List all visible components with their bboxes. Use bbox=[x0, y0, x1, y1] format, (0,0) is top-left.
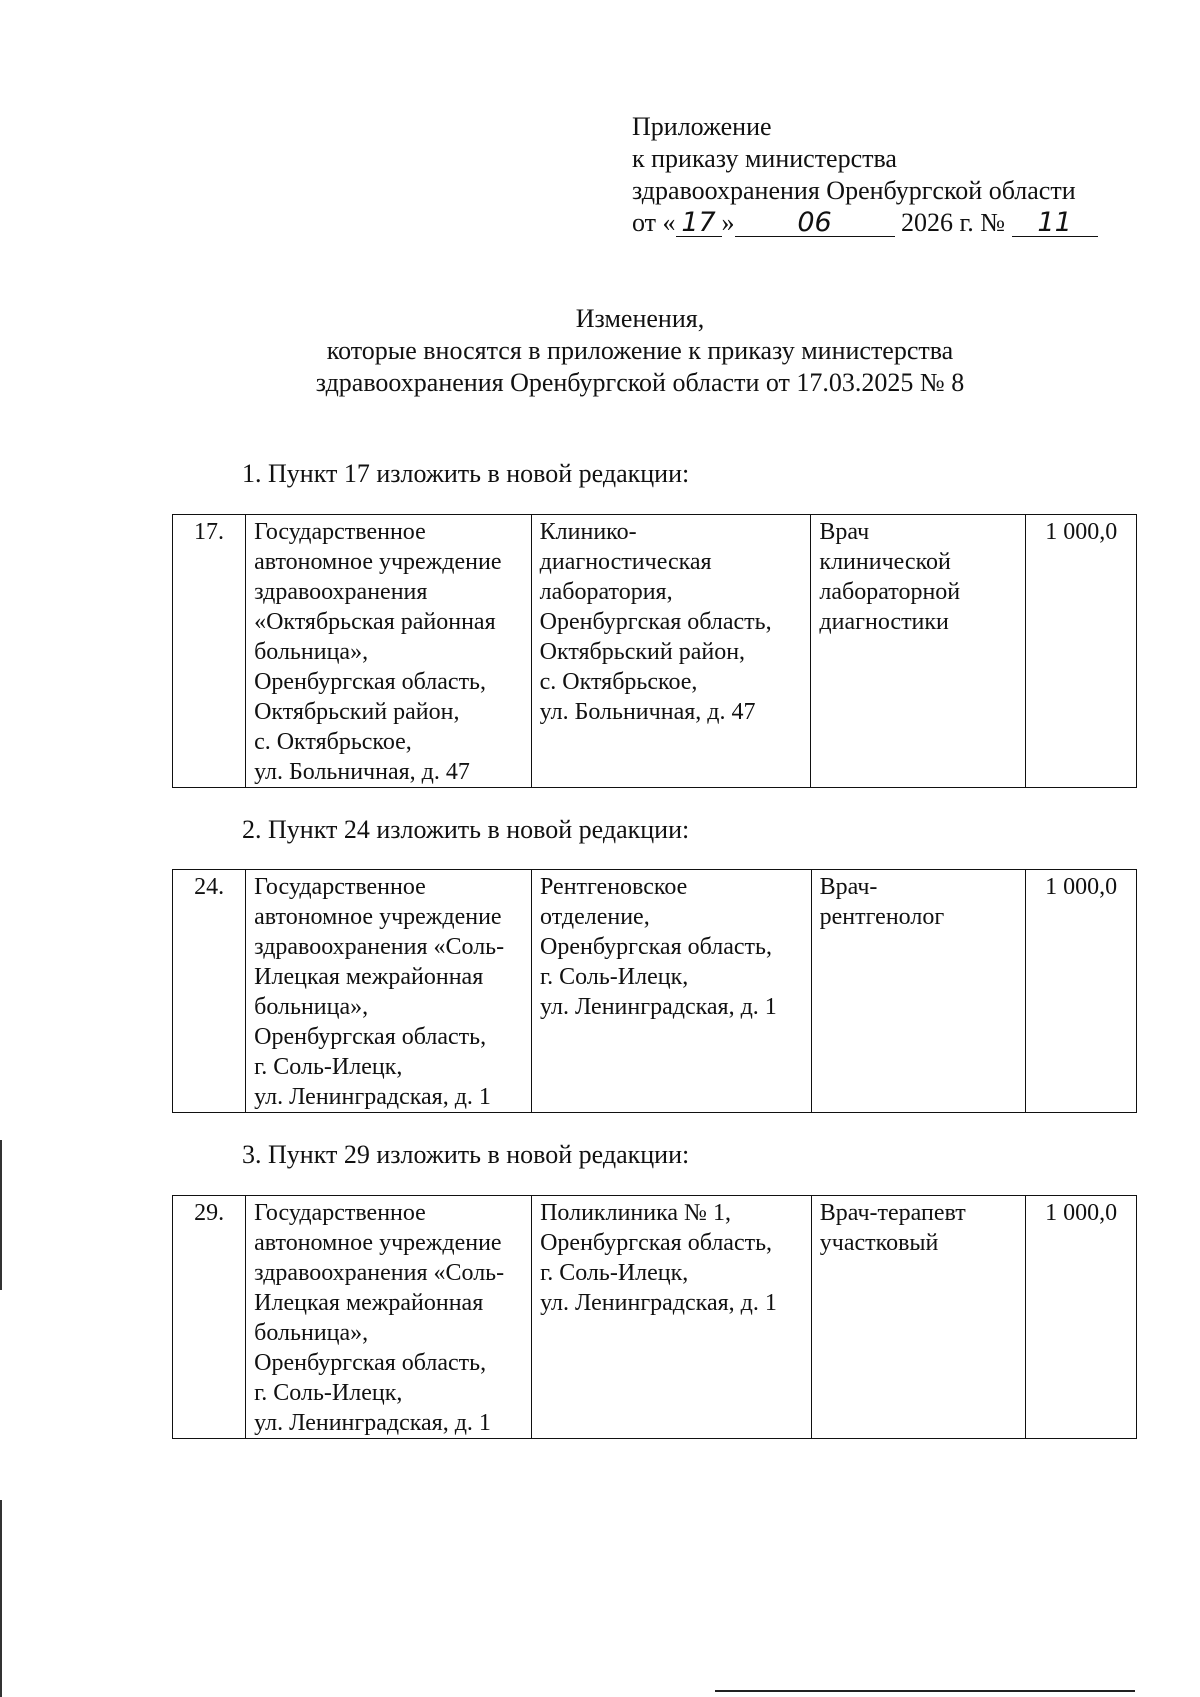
amount-cell: 1 000,0 bbox=[1026, 1196, 1137, 1439]
unit-cell: Поликлиника № 1, Оренбургская область, г. Соль-Илецк, ул. Ленинградская, д. 1 bbox=[540, 1200, 777, 1316]
approval-date-line bbox=[632, 207, 1098, 239]
section-3-table bbox=[172, 1195, 1137, 1439]
row-number: 24. bbox=[173, 870, 246, 1113]
title-line-2: которые вносятся в приложение к приказу министерства bbox=[326, 336, 954, 365]
section-2-label: 2. Пункт 24 изложить в новой редакции: bbox=[242, 815, 690, 844]
amount-cell: 1 000,0 bbox=[1026, 515, 1137, 788]
approval-block bbox=[632, 111, 1098, 239]
section-1-label: 1. Пункт 17 изложить в новой редакции: bbox=[242, 459, 690, 488]
position-cell: Врач-терапевт участковый bbox=[819, 1200, 966, 1256]
date-prefix: от « bbox=[632, 208, 676, 237]
title-line-1: Изменения, bbox=[575, 304, 705, 333]
organization-cell: Государственное автономное учреждение здравоохранения «Соль- Илецкая межрайонная больница», Оренбургская область, г. Соль-Илецк, ул. Ленинградская, д. 1 bbox=[254, 1200, 505, 1436]
handwritten-day: 17 bbox=[676, 210, 722, 237]
year-and-number-label: 2026 г. № bbox=[901, 208, 1006, 237]
date-quote-close: » bbox=[721, 208, 735, 237]
scan-edge-mark bbox=[0, 1500, 2, 1697]
section-2-table bbox=[172, 869, 1137, 1113]
unit-cell: Рентгеновское отделение, Оренбургская область, г. Соль-Илецк, ул. Ленинградская, д. 1 bbox=[540, 874, 777, 1020]
row-number: 17. bbox=[173, 515, 246, 788]
table-row bbox=[173, 1196, 1137, 1439]
position-cell: Врач- рентгенолог bbox=[819, 874, 945, 930]
section-3-label: 3. Пункт 29 изложить в новой редакции: bbox=[242, 1140, 690, 1169]
title-line-3: здравоохранения Оренбургской области от 17.03.2025 № 8 bbox=[315, 368, 965, 397]
approval-line-3: здравоохранения Оренбургской области bbox=[632, 176, 1076, 205]
unit-cell: Клинико- диагностическая лаборатория, Оренбургская область, Октябрьский район, с. Октябрьское, ул. Больничная, д. 47 bbox=[539, 519, 772, 725]
table-row bbox=[173, 870, 1137, 1113]
handwritten-month: 06 bbox=[735, 210, 895, 237]
document-title bbox=[240, 303, 1040, 399]
table-row bbox=[173, 515, 1137, 788]
scan-edge-mark bbox=[0, 1140, 2, 1290]
organization-cell: Государственное автономное учреждение здравоохранения «Соль- Илецкая межрайонная больница», Оренбургская область, г. Соль-Илецк, ул. Ленинградская, д. 1 bbox=[254, 874, 505, 1110]
handwritten-order-number: 11 bbox=[1012, 210, 1098, 237]
scan-bottom-line bbox=[715, 1690, 1135, 1692]
row-number: 29. bbox=[173, 1196, 246, 1439]
approval-line-1: Приложение bbox=[632, 112, 772, 141]
section-1-table bbox=[172, 514, 1137, 788]
approval-line-2: к приказу министерства bbox=[632, 144, 897, 173]
organization-cell: Государственное автономное учреждение здравоохранения «Октябрьская районная больница», Оренбургская область, Октябрьский район, с. Октябрьское, ул. Больничная, д. 47 bbox=[254, 519, 502, 785]
position-cell: Врач клинической лабораторной диагностики bbox=[819, 519, 961, 635]
amount-cell: 1 000,0 bbox=[1026, 870, 1137, 1113]
